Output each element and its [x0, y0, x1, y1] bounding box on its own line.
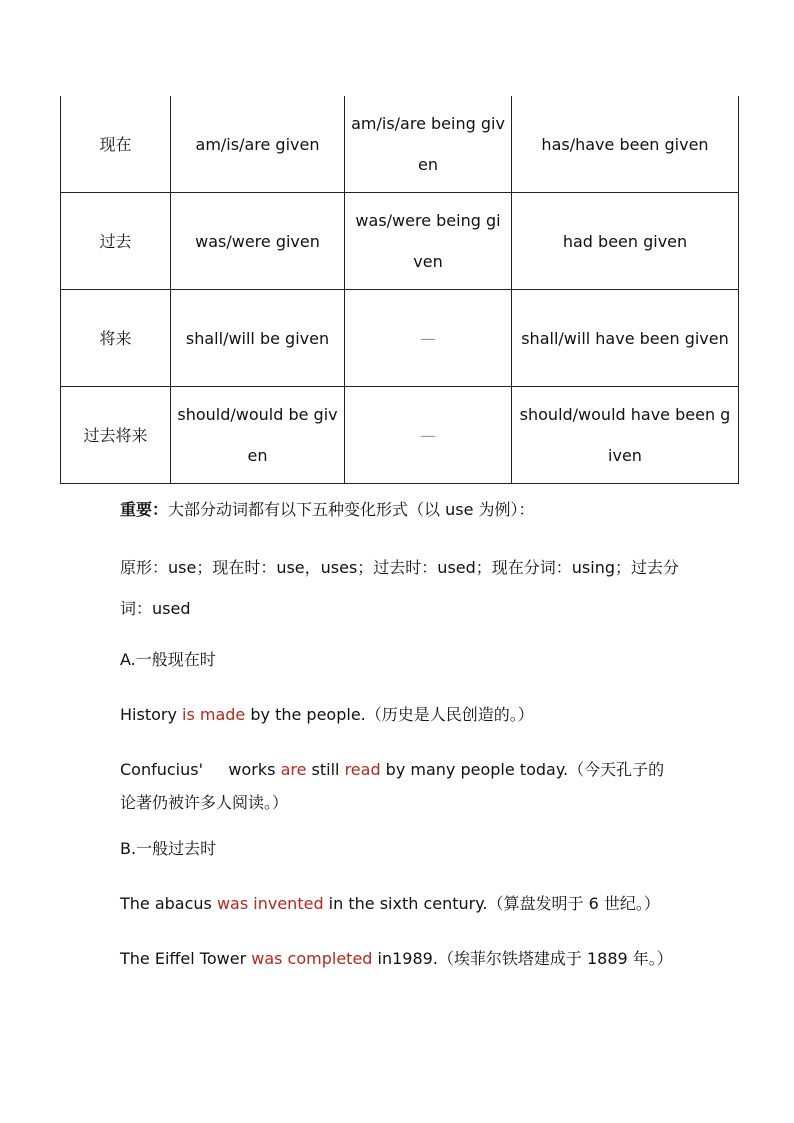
passive-voice-tense-table — [60, 96, 739, 484]
example-sentence — [120, 698, 680, 731]
tense-label-cell: 将来 — [61, 290, 171, 387]
sentence-text: in the sixth century.（算盘发明于 6 世纪。） — [323, 894, 660, 913]
example-sentence — [120, 942, 680, 975]
perfect-form-cell: shall/will have been given — [512, 290, 739, 387]
simple-form-cell: shall/will be given — [171, 290, 345, 387]
sentence-text: by the people.（历史是人民创造的。） — [245, 705, 534, 724]
progressive-form-cell: — — [345, 290, 512, 387]
important-text: 大部分动词都有以下五种变化形式（以 use 为例）： — [168, 500, 535, 519]
tense-label-cell: 现在 — [61, 96, 171, 193]
simple-form-cell: should/would be given — [171, 387, 345, 484]
passive-verb-highlight: was completed — [251, 949, 373, 968]
progressive-form-cell: am/is/are being given — [345, 96, 512, 193]
section-a-heading: A.一般现在时 — [120, 650, 216, 669]
sentence-text: The abacus — [120, 894, 217, 913]
sentence-text: still — [306, 760, 345, 779]
progressive-form-cell: — — [345, 387, 512, 484]
passive-verb-highlight: are — [280, 760, 307, 779]
passive-verb-highlight: was invented — [216, 894, 324, 913]
passive-verb-highlight: read — [344, 760, 381, 779]
progressive-form-cell: was/were being given — [345, 193, 512, 290]
tense-label-cell: 过去 — [61, 193, 171, 290]
important-label: 重要： — [120, 500, 169, 519]
important-note — [120, 493, 680, 526]
sentence-text: History — [120, 705, 183, 724]
table-row — [61, 193, 739, 290]
simple-form-cell: am/is/are given — [171, 96, 345, 193]
example-sentence — [120, 753, 680, 819]
sentence-text: Confucius' works — [120, 760, 281, 779]
table-row — [61, 96, 739, 193]
simple-form-cell: was/were given — [171, 193, 345, 290]
example-sentence — [120, 887, 680, 920]
tense-label-cell: 过去将来 — [61, 387, 171, 484]
sentence-text: in1989.（埃菲尔铁塔建成于 1889 年。） — [372, 949, 673, 968]
sentence-text: by many people today.（今天孔子的论著仍被许多人阅读。） — [120, 760, 665, 812]
section-b-heading: B.一般过去时 — [120, 839, 217, 858]
passive-verb-highlight: is made — [182, 705, 246, 724]
perfect-form-cell: had been given — [512, 193, 739, 290]
table-row — [61, 290, 739, 387]
verb-forms-paragraph: 原形：use；现在时：use，uses；过去时：used；现在分词：using；过去分词：used — [120, 558, 679, 618]
perfect-form-cell: should/would have been given — [512, 387, 739, 484]
table-row — [61, 387, 739, 484]
sentence-text: The Eiffel Tower — [120, 949, 252, 968]
perfect-form-cell: has/have been given — [512, 96, 739, 193]
